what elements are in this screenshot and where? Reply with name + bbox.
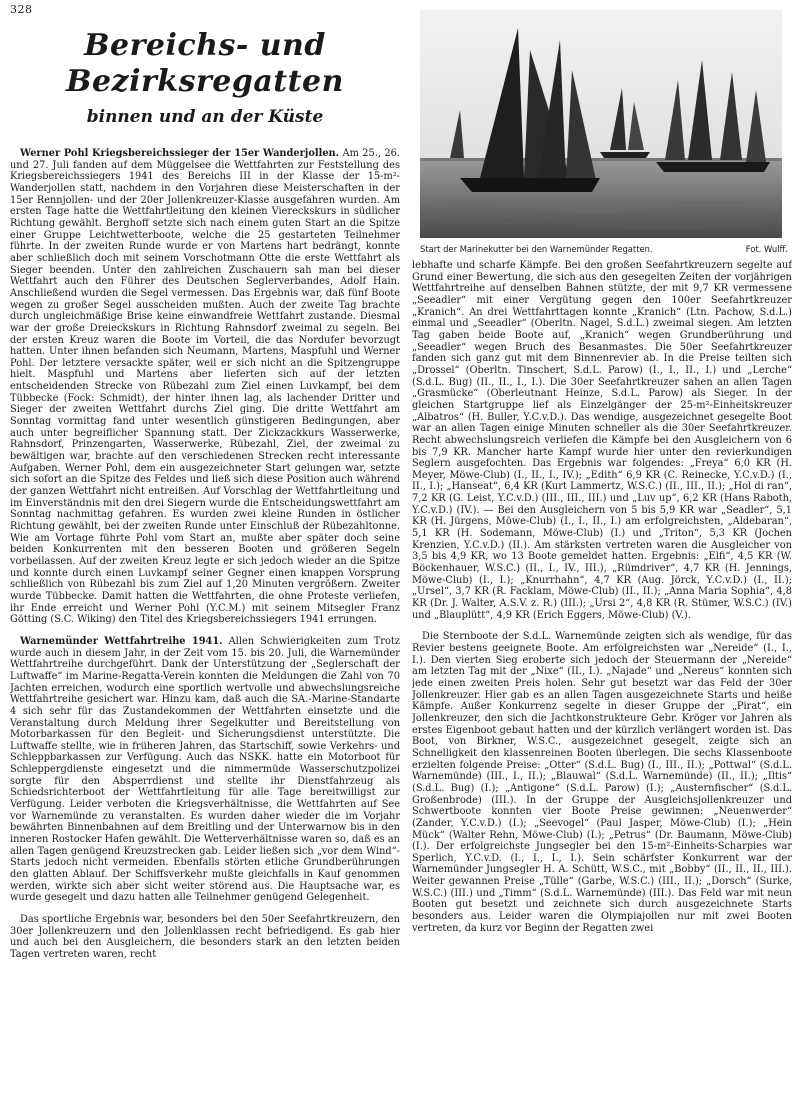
article-subtitle: binnen und an der Küste — [86, 107, 324, 127]
paragraph-text: lebhafte und scharfe Kämpfe. Bei den großen Seefahrtkreuzern segelte auf Grund einer Bewertung, die sich aus den gesegelten Zeiten der vorjährigen Wettfahrtreihe auf denselben Bahnen stützte, der mit 9,7 KR vermessene „Seeadler“ mit einer Vergütung gegen den 100er Seefahrtkreuzer „Kranich“. An drei Wettfahrttagen konnte „Kranich“ (Ltn. Pachow, S.d.L.) einmal und „Seeadler“ (Oberltn. Nagel, S.d.L.) zweimal siegen. Am letzten Tag gaben beide Boote auf, „Kranich“ wegen Grundberührung und „Seeadler“ wegen Bruch des Besanmastes. Die 50er Seefahrtkreuzer fanden sich ganz gut mit dem Binnenrevier ab. In die Preise teilten sich „Drossel“ (Oberltn. Tinschert, S.d.L. Parow) (I., I., II., I.) und „Lerche“ (S.d.L. Bug) (II., II., I., I.). Die 30er Seefahrtkreuzer sahen an allen Tagen „Grasmücke“ (Oberleutnant Heinze, S.d.L. Parow) als Sieger. In der gleichen Startgruppe lief als Einzelgänger der 25-m²-Einheitskreuzer „Albatros“ (H. Buller, Y.C.v.D.). Das wendige, ausgezeichnet gesegelte Boot war an allen Tagen einige Minuten schneller als die 30er Seefahrtkreuzer. Recht abwechslungsreich verliefen die Kämpfe bei den Ausgleichern von 6 bis 7,9 KR. Mancher harte Kampf wurde hier unter den revierkundigen Seglern ausgefochten. Das Ergebnis war folgendes: „Freya“ 6,0 KR (H. Meyer, Möwe-Club) (I., II., I., IV.); „Edith“ 6,9 KR (C. Reinecke, Y.C.v.D.) (I., II., I.); „Hanseat“, 6,4 KR (Kurt Lammertz, W.S.C.) (II., III., II.); „Hol di ran“, 7,2 KR (G. Leist, Y.C.v.D.) (III., III., III.) und „Luv up“, 6,2 KR (Hans Raboth, Y.C.v.D.) (IV.). — Bei den Ausgleichern von 5 bis 5,9 KR war „Seadler“, 5,1 KR (H. Jürgens, Möwe-Club) (I., I., II., I.) am erfolgreichsten, „Aldebaran“, 5,1 KR (H. Sodemann, Möwe-Club) (I.) und „Triton“, 5,3 KR (Jochen Krenzien, Y.C.v.D.) (II.). Am stärksten vertreten waren die Ausgleicher von 3,5 bis 4,9 KR, wo 13 Boote gemeldet hatten. Ergebnis: „Elfi“, 4,5 KR (W. Böckenhauer, W.S.C.) (II., I., IV., III.), „Rümdriver“, 4,7 KR (H. Jennings, Möwe-Club) (I., I.); „Knurrhahn“, 4,7 KR (Aug. Jörck, Y.C.v.D.) (I., II.); „Ursel“, 3,7 KR (R. Facklam, Möwe-Club) (II., II.); „Anna Maria Sophia“, 4,8 KR (Dr. J. Walter, A.S.V. z. R.) (III.); „Ursi 2“, 4,8 KR (R. Stümer, W.S.C.) (IV.) und „Blauplütt“, 4,9 KR (Erich Eggers, Möwe-Club) (V.). — [412, 260, 792, 621]
right-body — [412, 260, 792, 934]
paragraph-ergebnis — [10, 914, 400, 961]
photo-sailing-cutters — [420, 10, 782, 238]
photo-credit: Fot. Wulff. — [745, 244, 788, 254]
left-body — [10, 148, 400, 961]
photo-caption-row — [420, 244, 788, 254]
left-column — [10, 0, 400, 1116]
page-number: 328 — [10, 3, 33, 16]
paragraph-sternboote — [412, 631, 792, 934]
paragraph-text: Die Sternboote der S.d.L. Warnemünde zeigten sich als wendige, für das Revier bestens geeignete Boote. Am erfolgreichsten war „Nereide“ (I., I., I.). Den vierten Sieg eroberte sich jedoch der Steuermann der „Nereide“ am letzten Tag mit der „Nixe“ (II., I.). „Najade“ und „Nereus“ konnten sich jede einen zweiten Preis holen. Sehr gut besetzt war das Feld der 30er Jollenkreuzer. Hier gab es an allen Tagen ausgezeichnete Starts und heiße Kämpfe. Außer Konkurrenz segelte in dieser Gruppe der „Pirat“, ein Jollenkreuzer, den sich die Jachtkonstrukteure Gebr. Kröger vor Jahren als erstes Eigenboot gebaut hatten und der kürzlich verlängert worden ist. Das Boot, von Birkner, W.S.C., ausgezeichnet gesegelt, zeigte sich an Schnelligkeit den klassenreinen Booten überlegen. Die sechs Klassenboote erzielten folgende Preise: „Otter“ (S.d.L. Bug) (I., III., II.); „Pottwal“ (S.d.L. Warnemünde) (III., I., II.); „Blauwal“ (S.d.L. Warnemünde) (II., II.); „Iltis“ (S.d.L. Bug) (I.); „Antigone“ (S.d.L. Parow) (I.); „Austernfischer“ (S.d.L. Großenbrode) (III.). In der Gruppe der Ausgleichsjollenkreuzer und Schwertboote konnten vier Boote Preise gewinnen: „Neuenwerder“ (Zander, Y.C.v.D.) (I.); „Seevogel“ (Paul Jasper, Möwe-Club) (I.); „Hein Mück“ (Walter Rehn, Möwe-Club) (I.); „Petrus“ (Dr. Baumann, Möwe-Club) (I.). Der erfolgreichste Jungsegler bei den 15-m²-Einheits-Scharpies war Sperlich, Y.C.v.D. (I., I., I., I.). Sein schärfster Konkurrent war der Warnemünder Jungsegler H. A. Schütt, W.S.C., mit „Bobby“ (II., II., II., III.). Weiter gewannen Preise „Tülle“ (Garbe, W.S.C.) (III., II.); „Dorsch“ (Surke, W.S.C.) (III.) und „Timm“ (S.d.L. Warnemünde) (III.). Das Feld war mit neun Booten gut besetzt und zeichnete sich durch ausgezeichnete Starts besonders aus. Leider waren die Olympiajollen nur mit zwei Booten vertreten, da kurz vor Beginn der Regatten zwei — [412, 631, 792, 934]
paragraph-text: Das sportliche Ergebnis war, besonders bei den 50er Seefahrtkreuzern, den 30er Jollenkreuzern und den Jollenklassen recht befriedigend. Es gab hier und auch bei den Ausgleichern, die besonders stark an den letzten beiden Tagen vertreten waren, recht — [10, 914, 400, 960]
paragraph-warnemuende — [10, 636, 400, 904]
paragraph-kriegsbereich — [10, 148, 400, 626]
paragraph-text: Allen Schwierigkeiten zum Trotz wurde auch in diesem Jahr, in der Zeit vom 15. bis 20. Juli, die Warnemünder Wettfahrtreihe durchgeführt. Dank der Unterstützung der „Seglerschaft der Luftwaffe“ im Marine-Regatta-Verein konnten die Meldungen die Zahl von 70 Jachten erreichen, wodurch eine sportlich wertvolle und abwechslungsreiche Wettfahrtreihe gesichert war. Hinzu kam, daß auch die SA.-Marine-Standarte 4 sich sehr für das Zustandekommen der Wettfahrten einsetzte und die Veranstaltung durch Meldung ihrer Segelkutter und Bereitstellung von Motorbarkassen für den Begleit- und Sicherungsdienst unterstützte. Die Luftwaffe stellte, wie in früheren Jahren, das Startschiff, sowie Verkehrs- und Schleppbarkassen zur Verfügung. Auch das NSKK. hatte ein Motorboot für Schleppergdienste eingesetzt und die nimmermüde Wasserschutzpolizei sorgte für den Absperrdienst und stellte ihr Dienstfahrzeug als Schiedsrichterboot der Wettfahrtleitung für alle Tage bereitwilligst zur Verfügung. Leider verboten die Kriegsverhältnisse, die Wettfahrten auf See vor Warnemünde zu veranstalten. Es wurden daher wieder die im Vorjahr bewährten Binnenbahnen auf dem Breitling und der Unterwarnow bis in den inneren Rostocker Hafen gewählt. Die Wetterverhältnisse waren so, daß es an allen Tagen genügend Kreuzstrecken gab. Leider ließen sich „vor dem Wind“-Starts jedoch nicht vermeiden. Ebenfalls störten etliche Grundberührungen den glatten Ablauf. Der Schiffsverkehr mußte gleichfalls in Kauf genommen werden, wirkte sich aber sicht weiter störend aus. Die Hauptsache war, es wurde gesegelt und dazu hatten alle Teilnehmer genügend Gelegenheit. — [10, 635, 400, 904]
paragraph-seefahrtkreuzer — [412, 260, 792, 621]
paragraph-heading: Werner Pohl Kriegsbereichssieger der 15er Wanderjollen. — [20, 148, 340, 159]
photo-caption: Start der Marinekutter bei den Warnemünder Regatten. — [420, 244, 653, 254]
paragraph-text: Am 25., 26. und 27. Juli fanden auf dem Müggelsee die Wettfahrten zur Feststellung des Kriegsbereichssiegers 1941 des Bereichs III in der Klasse der 15-m²-Wanderjollen statt, nachdem in den Vorjahren diese Meisterschaften in der 15er Rennjollen- und der 20er Jollenkreuzer-Klasse ausgefahren wurden. Am ersten Tage hatte die Wettfahrtleitung den kleinen Viereckskurs in südlicher Richtung gewählt. Berghoff setzte sich nach einem guten Start an die Spitze einer Gruppe Leichtwetterboote, welche die 25 gestarteten Teilnehmer führte. In der zweiten Runde wurde er von Martens hart bedrängt, konnte aber schließlich doch mit seinem Vorschotmann Otte die erste Wettfahrt als Sieger beenden. Unter den zahlreichen Zuschauern sah man bei dieser Wettfahrt auch den Führer des Deutschen Seglerverbandes, Adolf Hain. Anschließend wurden die Segel vermessen. Das Ergebnis war, daß fünf Boote wegen zu großer Segel ausscheiden mußten. Auch der zweite Tag brachte durch ungleichmäßige Brise keine einwandfreie Wettfahrt zustande. Diesmal war der große Dreieckskurs in Richtung Rahnsdorf zweimal zu segeln. Bei der ersten Kreuz waren die Boote im Vorteil, die das Nordufer bevorzugt hatten. Unter ihnen befanden sich Neumann, Martens, Maspfuhl und Werner Pohl. Der letztere versackte später, weil er sich nicht an die Spitzengruppe hielt. Maspfuhl und Martens aber lieferten sich auf der letzten entscheidenden Strecke von Rübezahl zum Ziel einen Luvkampf, bei dem Tübbecke (Fock: Schmidt), der hinter ihnen lag, als lachender Dritter und Sieger der zweiten Wettfahrt durchs Ziel ging. Die dritte Wettfahrt am Sonntag vormittag fand unter wesentlich günstigeren Bedingungen, aber auch unter begreiflicher Spannung statt. Der Zickzackkurs Wasserwerke, Rahnsdorf, Prinzengarten, Wasserwerke, Rübezahl, Ziel, der zweimal zu bewältigen war, brachte auf den verschiedenen Strecken recht interessante Aufgaben. Werner Pohl, dem ein ausgezeichneter Start gelungen war, setzte sich sofort an die Spitze des Feldes und ließ sich diese Position auch während der ganzen Wettfahrt nicht entreißen. Auf Vorschlag der Wettfahrtleitung und im Einverständnis mit den drei Siegern wurde die Entscheidungswettfahrt am Sonntag nachmittag gefahren. Es wurden zwei kleine Runden in östlicher Richtung gewählt, bei der zweiten Runde unter Einschluß der Rübezahltonne. Wie am Vortage führte Pohl vom Start an, mußte aber später doch seine beiden Konkurrenten mit den besseren Booten und größeren Segeln vorbeilassen. Auf der zweiten Kreuz legte er sich jedoch wieder an die Spitze und konnte durch einen Luvkampf seiner Gegner einen knappen Vorsprung schließlich von Rübezahl bis zum Ziel auf 1,20 Minuten vergrößern. Zweiter wurde Tübbecke. Damit hatten die Wettfahrten, die ohne Proteste verliefen, ihr Ende erreicht und Werner Pohl (Y.C.M.) mit seinem Mitsegler Franz Götting (S.C. Wiking) den Titel des Kriegsbereichssiegers 1941 errungen. — [10, 148, 400, 626]
right-column — [412, 0, 792, 1116]
article-title: Bereichs- und Bezirksregatten — [66, 28, 344, 99]
paragraph-heading: Warnemünder Wettfahrtreihe 1941. — [20, 635, 223, 647]
photo-illustration — [420, 10, 782, 238]
